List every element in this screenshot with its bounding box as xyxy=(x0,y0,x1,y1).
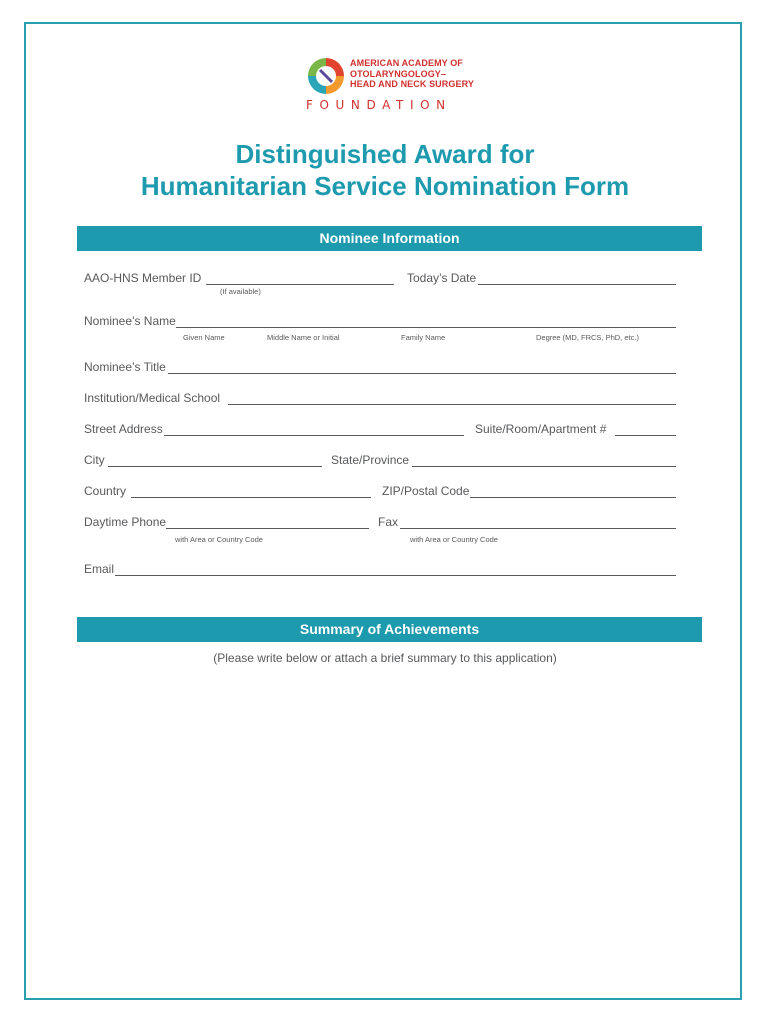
member-id-field[interactable] xyxy=(206,284,394,285)
street-address-label: Street Address xyxy=(84,422,163,436)
suite-field[interactable] xyxy=(615,435,676,436)
fax-label: Fax xyxy=(378,515,399,529)
degree-hint: Degree (MD, FRCS, PhD, etc.) xyxy=(536,333,639,342)
country-field[interactable] xyxy=(131,497,371,498)
zip-label: ZIP/Postal Code xyxy=(382,484,470,498)
zip-field[interactable] xyxy=(470,497,676,498)
family-name-hint: Family Name xyxy=(401,333,446,342)
nominee-name-label: Nominee’s Name xyxy=(84,314,176,328)
member-id-hint: (If available) xyxy=(220,287,261,296)
phone-hint: with Area or Country Code xyxy=(175,535,263,544)
rainbow-swirl-logo-icon xyxy=(306,56,346,96)
org-line-2: OTOLARYNGOLOGY– xyxy=(350,68,447,79)
summary-header: Summary of Achievements xyxy=(77,617,702,642)
daytime-phone-field[interactable] xyxy=(166,528,369,529)
email-label: Email xyxy=(84,562,115,576)
nominee-name-field[interactable] xyxy=(176,327,676,328)
city-label: City xyxy=(84,453,105,467)
title-line-1: Distinguished Award for xyxy=(235,139,535,169)
given-name-hint: Given Name xyxy=(183,333,225,342)
todays-date-field[interactable] xyxy=(478,284,676,285)
email-field[interactable] xyxy=(115,575,676,576)
page-title xyxy=(0,138,770,202)
todays-date-label: Today’s Date xyxy=(407,271,477,285)
fax-field[interactable] xyxy=(400,528,676,529)
institution-field[interactable] xyxy=(228,404,676,405)
nominee-title-field[interactable] xyxy=(168,373,676,374)
org-name xyxy=(350,58,474,90)
middle-name-hint: Middle Name or Initial xyxy=(267,333,340,342)
title-line-2: Humanitarian Service Nomination Form xyxy=(140,171,630,201)
nominee-title-label: Nominee’s Title xyxy=(84,360,166,374)
foundation-logo xyxy=(306,56,476,112)
state-field[interactable] xyxy=(412,466,676,467)
fax-hint: with Area or Country Code xyxy=(410,535,498,544)
nominee-info-header: Nominee Information xyxy=(77,226,702,251)
street-address-field[interactable] xyxy=(164,435,464,436)
city-field[interactable] xyxy=(108,466,322,467)
member-id-label: AAO-HNS Member ID xyxy=(84,271,202,285)
institution-label: Institution/Medical School xyxy=(84,391,221,405)
org-line-3: HEAD AND NECK SURGERY xyxy=(350,79,474,89)
summary-instructions: (Please write below or attach a brief summary to this application) xyxy=(213,651,557,665)
suite-label: Suite/Room/Apartment # xyxy=(475,422,607,436)
state-label: State/Province xyxy=(331,453,410,467)
foundation-wordmark: FOUNDATION xyxy=(306,98,452,112)
country-label: Country xyxy=(84,484,127,498)
daytime-phone-label: Daytime Phone xyxy=(84,515,167,529)
org-line-1: AMERICAN ACADEMY OF xyxy=(350,58,463,68)
